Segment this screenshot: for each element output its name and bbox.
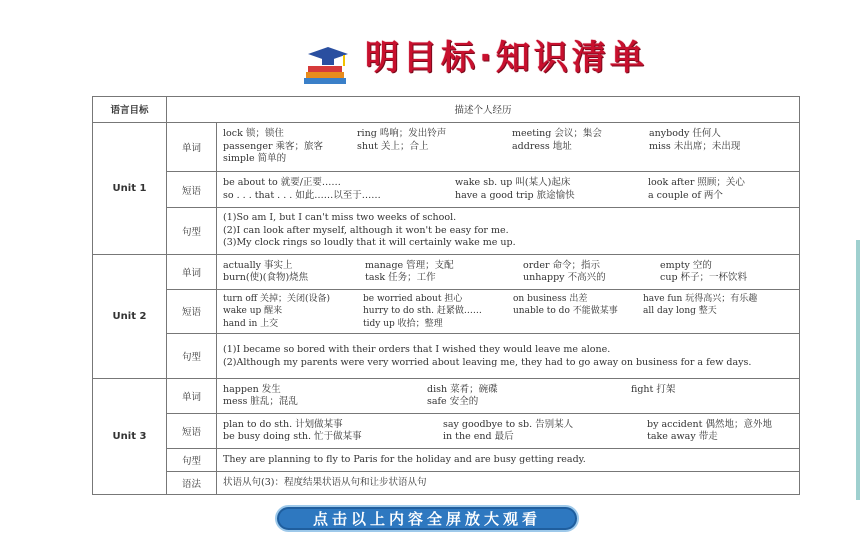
category-words: 单词	[167, 379, 217, 414]
table-row	[93, 207, 800, 255]
unit2-words: actually 事实上 manage 管理；支配 order 命令；指示 empty 空的 burn(使)(食物)烧焦 task 任务；工作 unhappy 不高兴的 cup 杯子；一杯饮料	[217, 255, 800, 290]
table-row	[93, 379, 800, 414]
header-topic: 描述个人经历	[167, 97, 800, 123]
table-row	[93, 290, 800, 333]
table-row	[93, 255, 800, 290]
category-words: 单词	[167, 255, 217, 290]
category-phrases: 短语	[167, 290, 217, 333]
table-row	[93, 449, 800, 472]
table-row	[93, 333, 800, 378]
category-sentences: 句型	[167, 207, 217, 255]
unit1-phrases: be about to 就要/正要…… wake sb. up 叫(某人)起床 look after 照顾；关心 so . . . that . . . 如此……以至于…… have a good trip 旅途愉快 a couple of 两个	[217, 172, 800, 207]
unit3-grammar: 状语从句(3)：程度结果状语从句和让步状语从句	[217, 472, 800, 495]
fullscreen-view-button[interactable]: 点击以上内容全屏放大观看	[275, 505, 579, 532]
table-row	[93, 122, 800, 172]
unit2-phrases: turn off 关掉；关闭(设备) be worried about 担心 on business 出差 have fun 玩得高兴；有乐趣 wake up 醒来 hurry to do sth. 赶紧做…… unable to do 不能做某事 all day long 整天 hand in 上交 tidy up 收拾；整理	[217, 290, 800, 333]
page-title: 明目标·知识清单	[365, 38, 648, 78]
graduation-cap-books-icon	[298, 44, 350, 86]
table-row	[93, 172, 800, 207]
header-language-goal: 语言目标	[93, 97, 167, 123]
unit-label: Unit 2	[93, 255, 167, 379]
unit3-words: happen 发生 dish 菜肴；碗碟 fight 打架 mess 脏乱；混乱 safe 安全的	[217, 379, 800, 414]
category-sentences: 句型	[167, 333, 217, 378]
unit1-words: lock 锁；锁住 ring 鸣响；发出铃声 meeting 会议；集会 anybody 任何人 passenger 乘客；旅客 shut 关上；合上 address 地址 miss 未出席；未出现 simple 简单的	[217, 122, 800, 172]
side-decoration	[856, 240, 860, 500]
table-row	[93, 472, 800, 495]
table-row	[93, 414, 800, 449]
page-header	[0, 0, 860, 95]
unit-label: Unit 3	[93, 379, 167, 495]
category-grammar: 语法	[167, 472, 217, 495]
unit3-phrases: plan to do sth. 计划做某事 say goodbye to sb. 告别某人 by accident 偶然地；意外地 be busy doing sth. 忙于做某事 in the end 最后 take away 带走	[217, 414, 800, 449]
table-header-row	[93, 97, 800, 123]
unit3-sentences: They are planning to fly to Paris for the holiday and are busy getting ready.	[217, 449, 800, 472]
category-sentences: 句型	[167, 449, 217, 472]
category-phrases: 短语	[167, 414, 217, 449]
category-words: 单词	[167, 122, 217, 172]
unit-label: Unit 1	[93, 122, 167, 254]
category-phrases: 短语	[167, 172, 217, 207]
knowledge-table	[92, 96, 800, 495]
unit1-sentences: (1)So am I, but I can't miss two weeks of school. (2)I can look after myself, although it won't be easy for me. (3)My clock rings so loudly that it will certainly wake me up.	[217, 207, 800, 255]
unit2-sentences: (1)I became so bored with their orders that I wished they would leave me alone. (2)Although my parents were very worried about leaving me, they had to go away on business for a few days.	[217, 333, 800, 378]
